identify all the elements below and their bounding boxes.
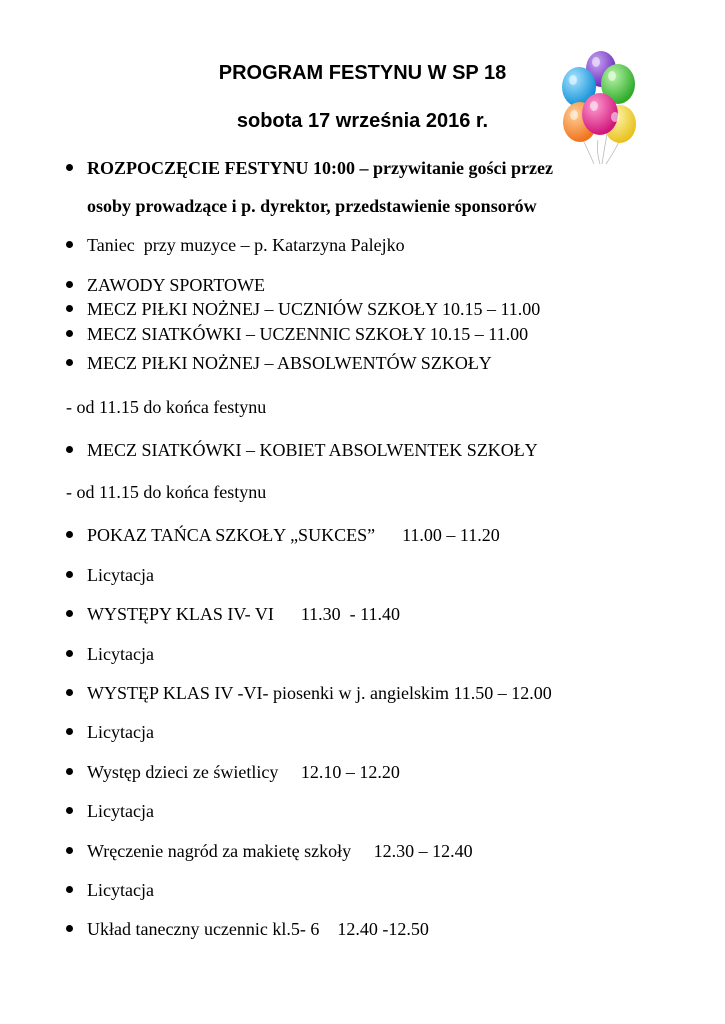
event-date: sobota 17 września 2016 r. (236, 110, 489, 132)
bullet-icon (66, 728, 73, 735)
item-sports: ZAWODY SPORTOWE (87, 275, 265, 295)
balloons-icon (560, 48, 642, 166)
item-football-students: MECZ PIŁKI NOŻNEJ – UCZNIÓW SZKOŁY 10.15 – 11.00 (87, 299, 541, 319)
note-time-2: - od 11.15 do końca festynu (66, 482, 267, 502)
bullet-icon (66, 925, 73, 932)
item-awards: Wręczenie nagród za makietę szkoły 12.30 – 12.40 (87, 841, 473, 861)
bullet-icon (66, 164, 73, 171)
item-classes: WYSTĘPY KLAS IV- VI 11.30 - 11.40 (87, 604, 400, 624)
item-volleyball-alumni: MECZ SIATKÓWKI – KOBIET ABSOLWENTEK SZKOŁY (87, 440, 538, 460)
opening-line-1: ROZPOCZĘCIE FESTYNU 10:00 – przywitanie gości przez (87, 158, 553, 178)
item-auction: Licytacja (87, 722, 154, 742)
item-volleyball-students: MECZ SIATKÓWKI – UCZENNIC SZKOŁY 10.15 – 11.00 (87, 324, 529, 344)
item-dance-show: POKAZ TAŃCA SZKOŁY „SUKCES” 11.00 – 11.20 (87, 525, 500, 545)
item-choreo: Układ taneczny uczennic kl.5- 6 12.40 -12.50 (87, 919, 429, 939)
bullet-icon (66, 807, 73, 814)
item-football-alumni: MECZ PIŁKI NOŻNEJ – ABSOLWENTÓW SZKOŁY (87, 353, 492, 373)
item-dance: Taniec przy muzyce – p. Katarzyna Palejko (87, 235, 405, 255)
bullet-icon (66, 305, 73, 312)
bullet-icon (66, 330, 73, 337)
bullet-icon (66, 281, 73, 288)
bullet-icon (66, 689, 73, 696)
opening-line-2: osoby prowadzące i p. dyrektor, przedstawienie sponsorów (87, 196, 537, 216)
bullet-icon (66, 610, 73, 617)
note-time-1: - od 11.15 do końca festynu (66, 397, 267, 417)
item-auction: Licytacja (87, 565, 154, 585)
item-auction: Licytacja (87, 644, 154, 664)
item-daycare: Występ dzieci ze świetlicy 12.10 – 12.20 (87, 762, 400, 782)
bullet-icon (66, 768, 73, 775)
bullet-icon (66, 531, 73, 538)
page-title: PROGRAM FESTYNU W SP 18 (218, 62, 507, 84)
bullet-icon (66, 650, 73, 657)
bullet-icon (66, 847, 73, 854)
item-english-songs: WYSTĘP KLAS IV -VI- piosenki w j. angielskim 11.50 – 12.00 (87, 683, 552, 703)
bullet-icon (66, 886, 73, 893)
bullet-icon (66, 446, 73, 453)
bullet-icon (66, 571, 73, 578)
item-auction: Licytacja (87, 880, 154, 900)
item-auction: Licytacja (87, 801, 154, 821)
bullet-icon (66, 359, 73, 366)
bullet-icon (66, 241, 73, 248)
